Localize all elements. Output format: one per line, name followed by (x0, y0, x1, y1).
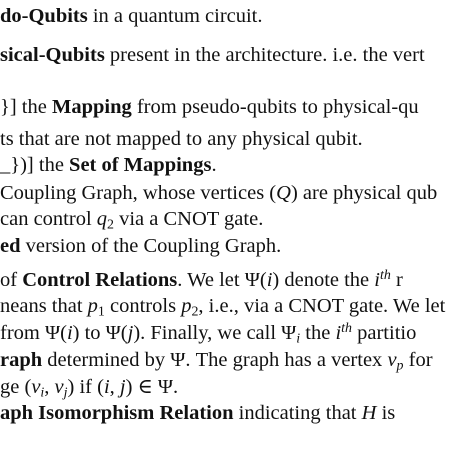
text-line-3: }] the Mapping from pseudo-qubits to physical-qu (0, 96, 419, 118)
text-line-2: sical-Qubits present in the architecture. i.e. the vert (0, 44, 425, 66)
text-line-6: Coupling Graph, whose vertices (Q) are physical qub (0, 182, 438, 204)
text-line-8: ed version of the Coupling Graph. (0, 235, 282, 257)
text-line-12: raph determined by Ψ. The graph has a vertex $v_p$ for (0, 349, 433, 374)
text-line-4: ts that are not mapped to any physical qubit. (0, 128, 363, 150)
text-line-7: can control $q_2$ via a CNOT gate. (0, 208, 264, 233)
text-line-1: do-Qubits in a quantum circuit. (0, 5, 263, 27)
text-line-10: neans that $p_1$ controls $p_2$, i.e., via a CNOT gate. We let (0, 295, 446, 320)
text-line-13: ge ($v_i$, $v_j$) if (i, j) ∈ Ψ. (0, 376, 179, 401)
text-line-9: of Control Relations. We let Ψ(i) denote the $i^{th}$ r (0, 268, 403, 291)
text-line-5: _})] the Set of Mappings. (0, 154, 217, 176)
text-line-11: from Ψ(i) to Ψ(j). Finally, we call $\Psi_i$ the $i^{th}$ partitio (0, 321, 417, 347)
text-line-14: aph Isomorphism Relation indicating that H is (0, 402, 396, 424)
